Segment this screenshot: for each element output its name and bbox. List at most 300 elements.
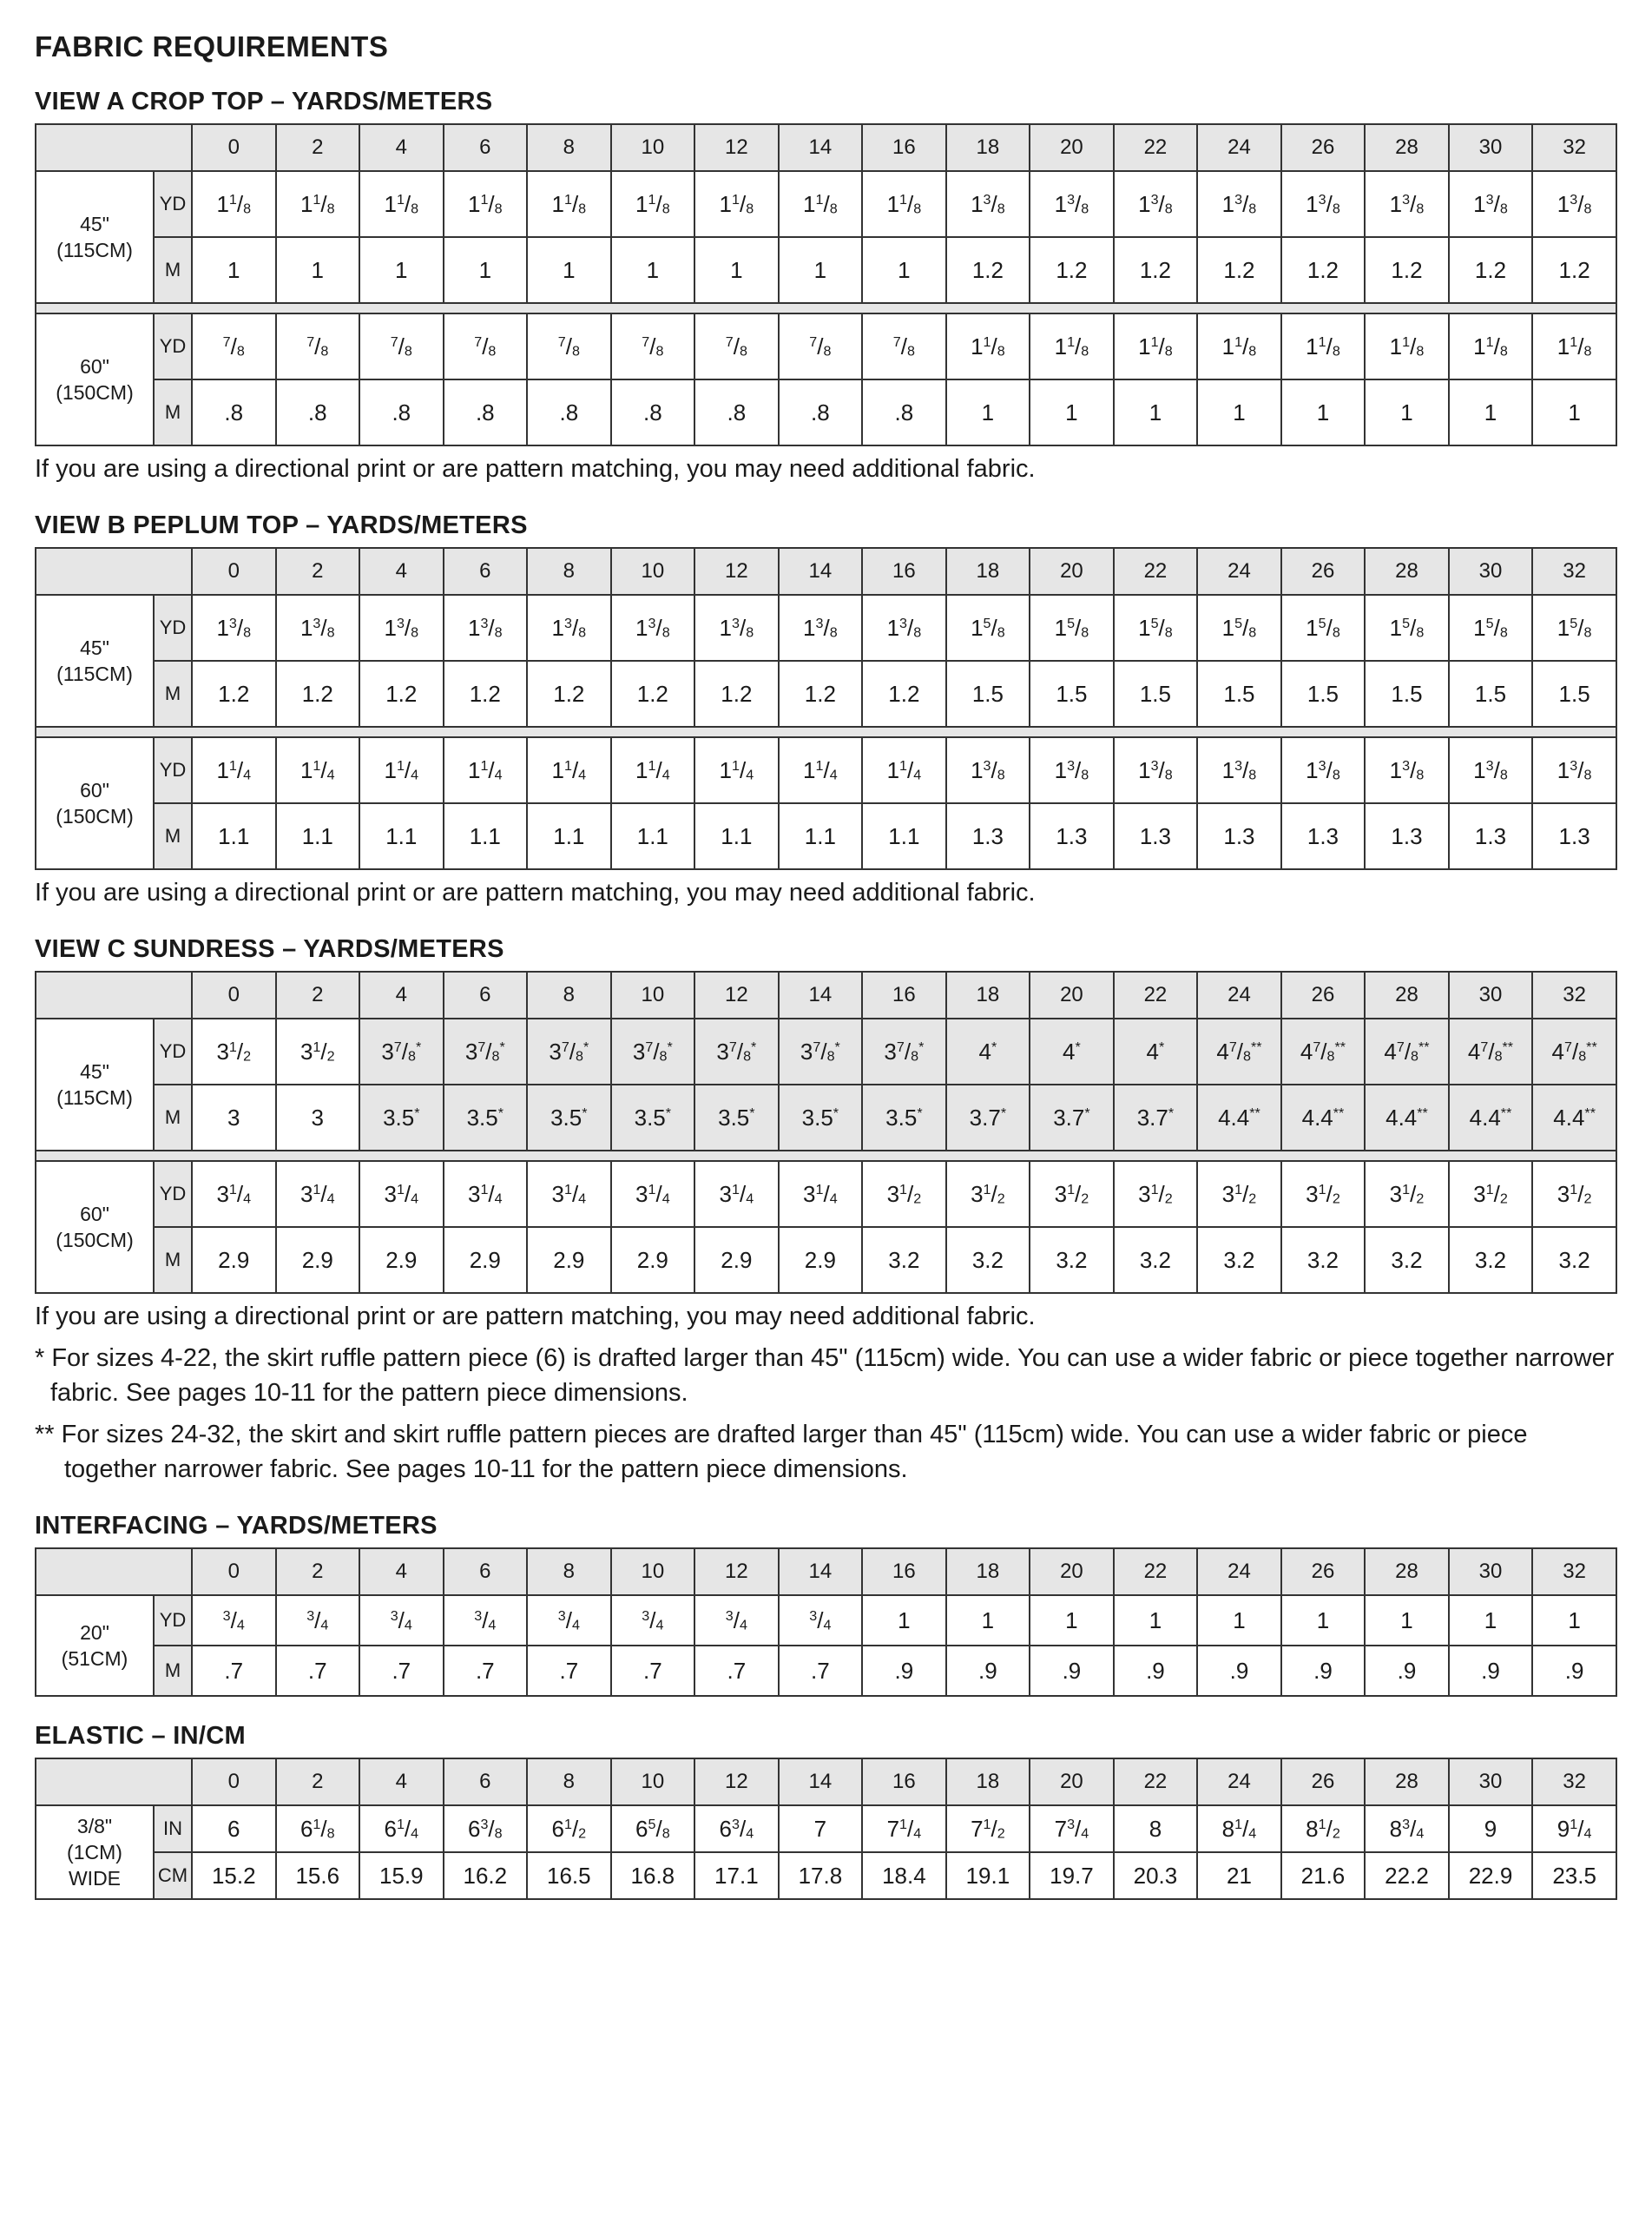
group-separator <box>36 303 1616 313</box>
table-cell: 1 <box>694 237 779 303</box>
table-cell: $6^1/2$ <box>527 1805 611 1852</box>
table-row <box>36 1085 1616 1151</box>
table-cell: $1^1/8$ <box>1197 313 1281 379</box>
size-header-row <box>36 124 1616 171</box>
table-cell: $1^1/8$ <box>1281 313 1366 379</box>
table-cell: $1^1/4$ <box>862 737 946 803</box>
table-cell: 3 <box>192 1085 276 1151</box>
table-cell: 22.2 <box>1365 1852 1449 1899</box>
table-cell: .8 <box>694 379 779 445</box>
header-corner <box>36 972 192 1019</box>
note-text: If you are using a directional print or are pattern matching, you may need additional fabric. <box>35 455 1036 483</box>
table-cell: .9 <box>862 1646 946 1696</box>
table-cell: 2.9 <box>779 1227 863 1293</box>
table-cell: .9 <box>946 1646 1030 1696</box>
table-cell: $1^1/8$ <box>779 171 863 237</box>
unit-label: M <box>154 1227 192 1293</box>
table-cell: $3^1/2$ <box>1449 1161 1533 1227</box>
size-header: 18 <box>946 972 1030 1019</box>
header-corner <box>36 548 192 595</box>
table-cell: $1^3/8$ <box>444 595 528 661</box>
table-cell: $1^1/4$ <box>192 737 276 803</box>
table-cell: $1^1/8$ <box>1449 313 1533 379</box>
table-cell: 1.5 <box>1114 661 1198 727</box>
table-cell: $1^3/8$ <box>1197 171 1281 237</box>
size-header: 18 <box>946 124 1030 171</box>
table-cell: $^7$/8 <box>779 313 863 379</box>
table-cell: 1.1 <box>527 803 611 869</box>
table-cell: $3^1/2$ <box>862 1161 946 1227</box>
table-cell: $9^1/4$ <box>1532 1805 1616 1852</box>
size-header: 16 <box>862 1758 946 1805</box>
table-cell: 1.1 <box>779 803 863 869</box>
table-cell: .7 <box>359 1646 444 1696</box>
group-separator <box>36 727 1616 737</box>
table-cell: 2.9 <box>444 1227 528 1293</box>
unit-label: YD <box>154 1161 192 1227</box>
table-cell: 1.3 <box>1197 803 1281 869</box>
table-cell: 1.2 <box>611 661 695 727</box>
table-cell: 1 <box>1532 1595 1616 1646</box>
size-header: 24 <box>1197 972 1281 1019</box>
section-view-a <box>35 87 1617 511</box>
table-cell: .9 <box>1197 1646 1281 1696</box>
size-header: 10 <box>611 972 695 1019</box>
table-cell: $^7$/8 <box>611 313 695 379</box>
table-cell: 1.5 <box>1197 661 1281 727</box>
table-cell: 1.2 <box>1030 237 1114 303</box>
table-cell: $6^3/4$ <box>694 1805 779 1852</box>
page-title: FABRIC REQUIREMENTS <box>35 30 389 63</box>
table-cell: .7 <box>276 1646 360 1696</box>
table-cell: 2.9 <box>192 1227 276 1293</box>
table-cell: 1 <box>1365 1595 1449 1646</box>
size-header: 26 <box>1281 548 1366 595</box>
table-cell: .8 <box>527 379 611 445</box>
unit-label: YD <box>154 1595 192 1646</box>
size-header: 2 <box>276 1548 360 1595</box>
fabric-width-label: 3/8" (1CM) WIDE <box>36 1805 154 1899</box>
size-header: 22 <box>1114 1548 1198 1595</box>
footnote-marker: * <box>35 1344 52 1372</box>
table-cell: 15.2 <box>192 1852 276 1899</box>
size-header: 22 <box>1114 124 1198 171</box>
size-header: 28 <box>1365 972 1449 1019</box>
fabric-width-label: 45" (115CM) <box>36 595 154 727</box>
table-cell: $1^1/4$ <box>527 737 611 803</box>
table-cell: $1^3/8$ <box>694 595 779 661</box>
table-cell: $1^3/8$ <box>862 595 946 661</box>
table-cell: 17.1 <box>694 1852 779 1899</box>
table-cell: .9 <box>1030 1646 1114 1696</box>
table-cell: $3^1/2$ <box>1281 1161 1366 1227</box>
table-cell: 16.2 <box>444 1852 528 1899</box>
table-cell: $7^1/2$ <box>946 1805 1030 1852</box>
size-header: 6 <box>444 1548 528 1595</box>
table-cell: 1 <box>192 237 276 303</box>
table-cell: 1.2 <box>779 661 863 727</box>
table-cell: 1.2 <box>1281 237 1366 303</box>
table-cell: .9 <box>1449 1646 1533 1696</box>
table-cell: 4* <box>946 1019 1030 1085</box>
unit-label: M <box>154 1646 192 1696</box>
table-cell: .8 <box>444 379 528 445</box>
fabric-width-label: 45" (115CM) <box>36 171 154 303</box>
table-cell: $^7$/8 <box>444 313 528 379</box>
table-cell: $1^5/8$ <box>1365 595 1449 661</box>
table-cell: $^3$/4 <box>611 1595 695 1646</box>
table-cell: $^7$/8 <box>694 313 779 379</box>
table-cell: $1^3/8$ <box>1114 171 1198 237</box>
table-cell: 4* <box>1030 1019 1114 1085</box>
size-header-row <box>36 1548 1616 1595</box>
unit-label: M <box>154 1085 192 1151</box>
table-cell: $^7$/8 <box>192 313 276 379</box>
table-row <box>36 313 1616 379</box>
table-cell: $1^3/8$ <box>192 595 276 661</box>
table-cell: 1.5 <box>1449 661 1533 727</box>
table-cell: 3.7* <box>946 1085 1030 1151</box>
table-cell: $^3$/4 <box>527 1595 611 1646</box>
fabric-width-label: 45" (115CM) <box>36 1019 154 1151</box>
size-header: 8 <box>527 972 611 1019</box>
size-header: 0 <box>192 1758 276 1805</box>
table-cell: $3^7/8^*$ <box>359 1019 444 1085</box>
table-cell: $1^3/8$ <box>1197 737 1281 803</box>
table-cell: 2.9 <box>359 1227 444 1293</box>
table-cell: $^3$/4 <box>359 1595 444 1646</box>
table-cell: 3.7* <box>1114 1085 1198 1151</box>
size-header: 12 <box>694 548 779 595</box>
table-cell: 1 <box>1281 379 1366 445</box>
size-header: 20 <box>1030 548 1114 595</box>
table-cell: $1^1/4$ <box>359 737 444 803</box>
size-header: 10 <box>611 124 695 171</box>
table-cell: .9 <box>1114 1646 1198 1696</box>
size-header-row <box>36 972 1616 1019</box>
table-cell: 1.2 <box>694 661 779 727</box>
table-cell: $1^3/8$ <box>946 171 1030 237</box>
table-cell: 15.6 <box>276 1852 360 1899</box>
table-cell: 1.3 <box>1030 803 1114 869</box>
table-cell: $6^3/8$ <box>444 1805 528 1852</box>
table-cell: 3 <box>276 1085 360 1151</box>
table-cell: 1 <box>359 237 444 303</box>
table-cell: $4^7/8^{**}$ <box>1365 1019 1449 1085</box>
size-header: 32 <box>1532 1758 1616 1805</box>
table-cell: 3.5* <box>779 1085 863 1151</box>
table-row <box>36 803 1616 869</box>
table-cell: 1.2 <box>527 661 611 727</box>
table-cell: $^3$/4 <box>779 1595 863 1646</box>
table-cell: 1.1 <box>694 803 779 869</box>
table-cell: 1.3 <box>946 803 1030 869</box>
table-cell: 1.2 <box>276 661 360 727</box>
size-header: 2 <box>276 1758 360 1805</box>
table-cell: $3^1/2$ <box>276 1019 360 1085</box>
table-cell: $7^3/4$ <box>1030 1805 1114 1852</box>
fabric-width-label: 60" (150CM) <box>36 737 154 869</box>
table-cell: 1.2 <box>444 661 528 727</box>
table-cell: 1 <box>1030 1595 1114 1646</box>
table-cell: 4.4** <box>1281 1085 1366 1151</box>
table-cell: 1.1 <box>862 803 946 869</box>
table-cell: 1.1 <box>611 803 695 869</box>
size-header: 6 <box>444 124 528 171</box>
table-cell: 1.1 <box>444 803 528 869</box>
size-header: 2 <box>276 972 360 1019</box>
table-cell: 1 <box>862 1595 946 1646</box>
size-header: 16 <box>862 548 946 595</box>
table-cell: $1^3/8$ <box>1532 171 1616 237</box>
table-cell: 7 <box>779 1805 863 1852</box>
table-cell: 3.5* <box>359 1085 444 1151</box>
size-header: 2 <box>276 548 360 595</box>
table-cell: .8 <box>276 379 360 445</box>
table-row <box>36 595 1616 661</box>
table-cell: 3.7* <box>1030 1085 1114 1151</box>
size-header: 16 <box>862 124 946 171</box>
unit-label: IN <box>154 1805 192 1852</box>
table-cell: $6^1/4$ <box>359 1805 444 1852</box>
table-cell: 2.9 <box>694 1227 779 1293</box>
table-cell: 1 <box>1449 1595 1533 1646</box>
table-cell: $^7$/8 <box>359 313 444 379</box>
table-cell: 1 <box>611 237 695 303</box>
size-header: 14 <box>779 1758 863 1805</box>
table-cell: 16.8 <box>611 1852 695 1899</box>
size-header: 30 <box>1449 548 1533 595</box>
table-cell: $3^1/2$ <box>946 1161 1030 1227</box>
size-header: 32 <box>1532 972 1616 1019</box>
size-header: 20 <box>1030 1548 1114 1595</box>
table-cell: 1.5 <box>1365 661 1449 727</box>
table-row <box>36 1595 1616 1646</box>
table-cell: 3.5* <box>862 1085 946 1151</box>
table-cell: $3^1/2$ <box>1365 1161 1449 1227</box>
size-header: 32 <box>1532 1548 1616 1595</box>
table-row <box>36 1646 1616 1696</box>
unit-label: M <box>154 237 192 303</box>
table-cell: 20.3 <box>1114 1852 1198 1899</box>
table-cell: 1.5 <box>946 661 1030 727</box>
table-cell: $1^3/8$ <box>527 595 611 661</box>
table-cell: .8 <box>611 379 695 445</box>
table-cell: .9 <box>1532 1646 1616 1696</box>
table-cell: $1^1/4$ <box>611 737 695 803</box>
size-header: 24 <box>1197 1548 1281 1595</box>
table-cell: .8 <box>192 379 276 445</box>
table-cell: 1.5 <box>1532 661 1616 727</box>
table-row <box>36 171 1616 237</box>
table-cell: $3^1/2$ <box>1030 1161 1114 1227</box>
size-header: 24 <box>1197 548 1281 595</box>
size-header: 2 <box>276 124 360 171</box>
unit-label: M <box>154 379 192 445</box>
unit-label: CM <box>154 1852 192 1899</box>
section-view-b <box>35 511 1617 934</box>
size-header: 4 <box>359 1548 444 1595</box>
table-cell: 3.2 <box>1532 1227 1616 1293</box>
size-header: 8 <box>527 548 611 595</box>
table-cell: $3^7/8^*$ <box>527 1019 611 1085</box>
table-cell: $4^7/8^{**}$ <box>1197 1019 1281 1085</box>
table-cell: $1^3/8$ <box>1365 171 1449 237</box>
size-header: 22 <box>1114 972 1198 1019</box>
size-header: 22 <box>1114 548 1198 595</box>
table-cell: 4.4** <box>1449 1085 1533 1151</box>
table-cell: .7 <box>192 1646 276 1696</box>
table-cell: $6^1/8$ <box>276 1805 360 1852</box>
note-text: If you are using a directional print or are pattern matching, you may need additional fabric. <box>35 1303 1036 1330</box>
section-heading: VIEW A CROP TOP – YARDS/METERS <box>35 88 493 115</box>
size-header: 8 <box>527 1548 611 1595</box>
size-header: 28 <box>1365 124 1449 171</box>
table-cell: $3^1/4$ <box>444 1161 528 1227</box>
table-cell: $^7$/8 <box>862 313 946 379</box>
size-header: 10 <box>611 1548 695 1595</box>
table-cell: 3.2 <box>862 1227 946 1293</box>
table-cell: $3^7/8^*$ <box>611 1019 695 1085</box>
size-header: 8 <box>527 1758 611 1805</box>
table-cell: 1 <box>1197 379 1281 445</box>
table-cell: $1^3/8$ <box>1365 737 1449 803</box>
size-header: 26 <box>1281 1548 1366 1595</box>
table-cell: $8^1/2$ <box>1281 1805 1366 1852</box>
table-cell: $^7$/8 <box>527 313 611 379</box>
table-cell: 1.1 <box>192 803 276 869</box>
table-cell: $1^3/8$ <box>1449 737 1533 803</box>
size-header: 10 <box>611 1758 695 1805</box>
table-cell: $4^7/8^{**}$ <box>1281 1019 1366 1085</box>
table-cell: $1^5/8$ <box>1449 595 1533 661</box>
table-cell: 17.8 <box>779 1852 863 1899</box>
size-header: 12 <box>694 124 779 171</box>
table-cell: $1^3/8$ <box>1281 737 1366 803</box>
size-header: 6 <box>444 1758 528 1805</box>
size-header: 0 <box>192 972 276 1019</box>
table-cell: 21 <box>1197 1852 1281 1899</box>
size-header: 4 <box>359 124 444 171</box>
table-cell: $1^1/8$ <box>946 313 1030 379</box>
table-cell: $1^1/8$ <box>1532 313 1616 379</box>
table-cell: 3.5* <box>694 1085 779 1151</box>
size-header: 12 <box>694 1758 779 1805</box>
table-cell: $7^1/4$ <box>862 1805 946 1852</box>
size-header: 6 <box>444 548 528 595</box>
table-row <box>36 1227 1616 1293</box>
size-header: 20 <box>1030 1758 1114 1805</box>
table-cell: $3^7/8^*$ <box>779 1019 863 1085</box>
size-header: 14 <box>779 972 863 1019</box>
sections-container <box>35 87 1617 1900</box>
size-header: 10 <box>611 548 695 595</box>
table-cell: $3^7/8^*$ <box>862 1019 946 1085</box>
table-cell: $1^3/8$ <box>1532 737 1616 803</box>
table-cell: $1^1/4$ <box>276 737 360 803</box>
table-cell: 1 <box>527 237 611 303</box>
table-cell: 3.2 <box>1365 1227 1449 1293</box>
size-header: 28 <box>1365 1758 1449 1805</box>
table-cell: 4.4** <box>1197 1085 1281 1151</box>
size-header: 0 <box>192 1548 276 1595</box>
table-cell: $3^1/4$ <box>694 1161 779 1227</box>
fabric-width-label: 60" (150CM) <box>36 313 154 445</box>
table-cell: 3.5* <box>611 1085 695 1151</box>
footnote <box>35 1341 1617 1410</box>
table-cell: $1^5/8$ <box>1114 595 1198 661</box>
size-header: 12 <box>694 972 779 1019</box>
table-cell: $3^1/2$ <box>1197 1161 1281 1227</box>
table-cell: $3^1/2$ <box>192 1019 276 1085</box>
table-cell: $8^1/4$ <box>1197 1805 1281 1852</box>
table-cell: $1^1/8$ <box>1365 313 1449 379</box>
table-cell: 1.5 <box>1030 661 1114 727</box>
table-cell: $1^5/8$ <box>946 595 1030 661</box>
size-header: 26 <box>1281 124 1366 171</box>
view-c-table <box>35 971 1617 1294</box>
table-cell: 21.6 <box>1281 1852 1366 1899</box>
table-cell: 4* <box>1114 1019 1198 1085</box>
table-cell: $1^5/8$ <box>1281 595 1366 661</box>
unit-label: YD <box>154 1019 192 1085</box>
size-header: 26 <box>1281 1758 1366 1805</box>
table-row <box>36 661 1616 727</box>
table-cell: .7 <box>527 1646 611 1696</box>
footnote-text: For sizes 4-22, the skirt ruffle pattern piece (6) is drafted larger than 45" (115cm) wide. You can use a wider fabric or piece together narrower fabric. See pages 10-11 for the pattern piece dimensions. <box>50 1344 1615 1407</box>
group-separator <box>36 1151 1616 1161</box>
section-elastic <box>35 1721 1617 1900</box>
unit-label: YD <box>154 737 192 803</box>
table-cell: $1^3/8$ <box>1114 737 1198 803</box>
size-header: 18 <box>946 548 1030 595</box>
table-cell: 19.1 <box>946 1852 1030 1899</box>
table-cell: 1.2 <box>946 237 1030 303</box>
table-cell: .8 <box>779 379 863 445</box>
table-cell: 1.1 <box>276 803 360 869</box>
section-heading: ELASTIC – IN/CM <box>35 1722 246 1750</box>
table-cell: 1 <box>1365 379 1449 445</box>
table-cell: 19.7 <box>1030 1852 1114 1899</box>
table-cell: $1^3/8$ <box>1030 171 1114 237</box>
size-header-row <box>36 1758 1616 1805</box>
table-cell: $1^1/8$ <box>276 171 360 237</box>
table-cell: $6^5/8$ <box>611 1805 695 1852</box>
table-cell: $^3$/4 <box>444 1595 528 1646</box>
size-header: 32 <box>1532 124 1616 171</box>
table-cell: 1 <box>1197 1595 1281 1646</box>
table-cell: .9 <box>1281 1646 1366 1696</box>
table-cell: $1^1/8$ <box>444 171 528 237</box>
size-header: 4 <box>359 1758 444 1805</box>
table-cell: $1^1/8$ <box>611 171 695 237</box>
size-header: 14 <box>779 124 863 171</box>
table-cell: 1 <box>946 379 1030 445</box>
table-cell: 3.2 <box>1030 1227 1114 1293</box>
table-cell: $1^1/8$ <box>527 171 611 237</box>
table-cell: 8 <box>1114 1805 1198 1852</box>
table-cell: 1 <box>1281 1595 1366 1646</box>
section-heading: INTERFACING – YARDS/METERS <box>35 1512 438 1540</box>
table-cell: 1 <box>779 237 863 303</box>
table-cell: 1.3 <box>1281 803 1366 869</box>
size-header: 30 <box>1449 1758 1533 1805</box>
table-cell: 9 <box>1449 1805 1533 1852</box>
table-cell: $1^5/8$ <box>1197 595 1281 661</box>
footnote-text: For sizes 24-32, the skirt and skirt ruffle pattern pieces are drafted larger than 45" (115cm) wide. You can use a wider fabric or piece together narrower fabric. See pages 10-11 for the pattern piece dimensions. <box>61 1421 1528 1483</box>
table-cell: $^3$/4 <box>192 1595 276 1646</box>
table-cell: $3^1/4$ <box>192 1161 276 1227</box>
